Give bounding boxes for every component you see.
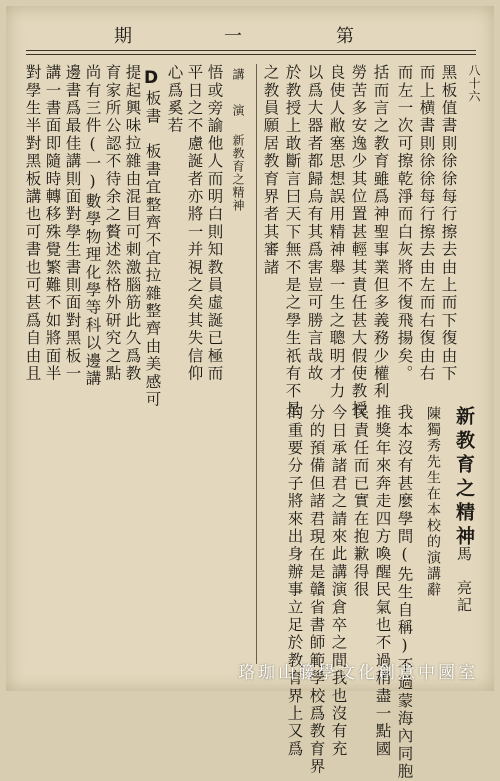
article-recorder: 馬 亮記 (455, 546, 473, 614)
speech-text-col: 分的預備但諸君現在是贛省書師範學校爲教育界 (307, 404, 326, 776)
running-head-article: 新教育之精神 (231, 134, 245, 212)
running-head-section-2: 演 (231, 104, 245, 117)
middle-text-col: 於教授上敢斷言曰天下無不是之學生祇有不是 (283, 64, 302, 418)
running-head-section: 講 (231, 68, 245, 81)
right-text-col: 而左一次可擦乾淨而白灰將不復飛揚矣。 (395, 64, 414, 383)
header-issue-start: 第 (336, 26, 356, 47)
section-marker: D (144, 68, 159, 88)
middle-text-col: 括而言之教育雖爲神聖事業但多義務少權利 (371, 64, 390, 401)
left-text-col: 對學生半對黑板講也可書也可甚爲自由且 (23, 64, 42, 383)
header-issue-mid: 一 (224, 26, 244, 47)
middle-text-col: 之教員願居教育界者其審諸 (261, 64, 280, 277)
left-text-col: 講一書面即隨時轉移殊覺繁難不如將面半 (43, 64, 62, 383)
watermark: 珞珈山籐學文化創意中國室 (238, 663, 478, 683)
speech-text-col: 的重要分子將來出身辦事立足於教育界上又爲 (285, 404, 304, 758)
right-text-col: 黑板值書則徐徐每行擦去由上而下復由下 (439, 64, 458, 383)
speech-text-col: 推獎年來奔走四方喚醒民氣也不過稍盡一點國 (373, 404, 392, 758)
left-text-col: 提起興味拉雜由混目可刺激腦筋此久爲教 (123, 64, 142, 383)
left-text-col: 平日之不慮誕者亦將一并視之矣其失信仰 (185, 64, 204, 383)
middle-text-col: 勞苦多安逸少其位置甚輕其責任甚大假使教授 (349, 64, 368, 418)
left-text-col: 邊書爲最佳講則面對學生書則面對黑板一 (63, 64, 82, 383)
left-text-col: 尚有三件(一)數學物理化學等科以邊講 (83, 64, 102, 388)
column-divider (256, 64, 257, 664)
left-text-col: 心爲奚若 (165, 64, 184, 135)
header-rule-top (26, 50, 476, 51)
page-number: 八十六 (467, 64, 481, 103)
header-issue-end: 期 (114, 26, 134, 47)
document-page (6, 6, 494, 781)
speech-text-col: 民責任而已實在抱歉得很 (351, 404, 370, 599)
middle-text-col: 以爲大器者都歸烏有其爲害豈可勝言哉故 (305, 64, 324, 383)
speech-text-col: 今日承諸君之請來此講演倉卒之間我也沒有充 (329, 404, 348, 758)
left-text-col: 悟或旁諭他人而明白則知教員虛誕已極而 (205, 64, 224, 383)
right-text-col: 而上横書則徐徐每行擦去由左而右復由右 (417, 64, 436, 383)
speech-text-col: 我本沒有甚麼學問(先生自稱)不過蒙海內同胞 (395, 404, 414, 781)
left-text-col: 育家所公認不待余之贅述然格外研究之點 (103, 64, 122, 383)
header-rule-bottom (26, 54, 476, 55)
article-speaker: 陳獨秀先生在本校的演講辭 (425, 406, 441, 598)
article-title: 新教育之精神 (453, 406, 475, 550)
middle-text-col: 良使人敝塞思想誤用精神舉一生之聰明才力 (327, 64, 346, 401)
left-text-col: 板書 板書宜整齊不宜拉雜整齊由美感可 (143, 90, 162, 409)
